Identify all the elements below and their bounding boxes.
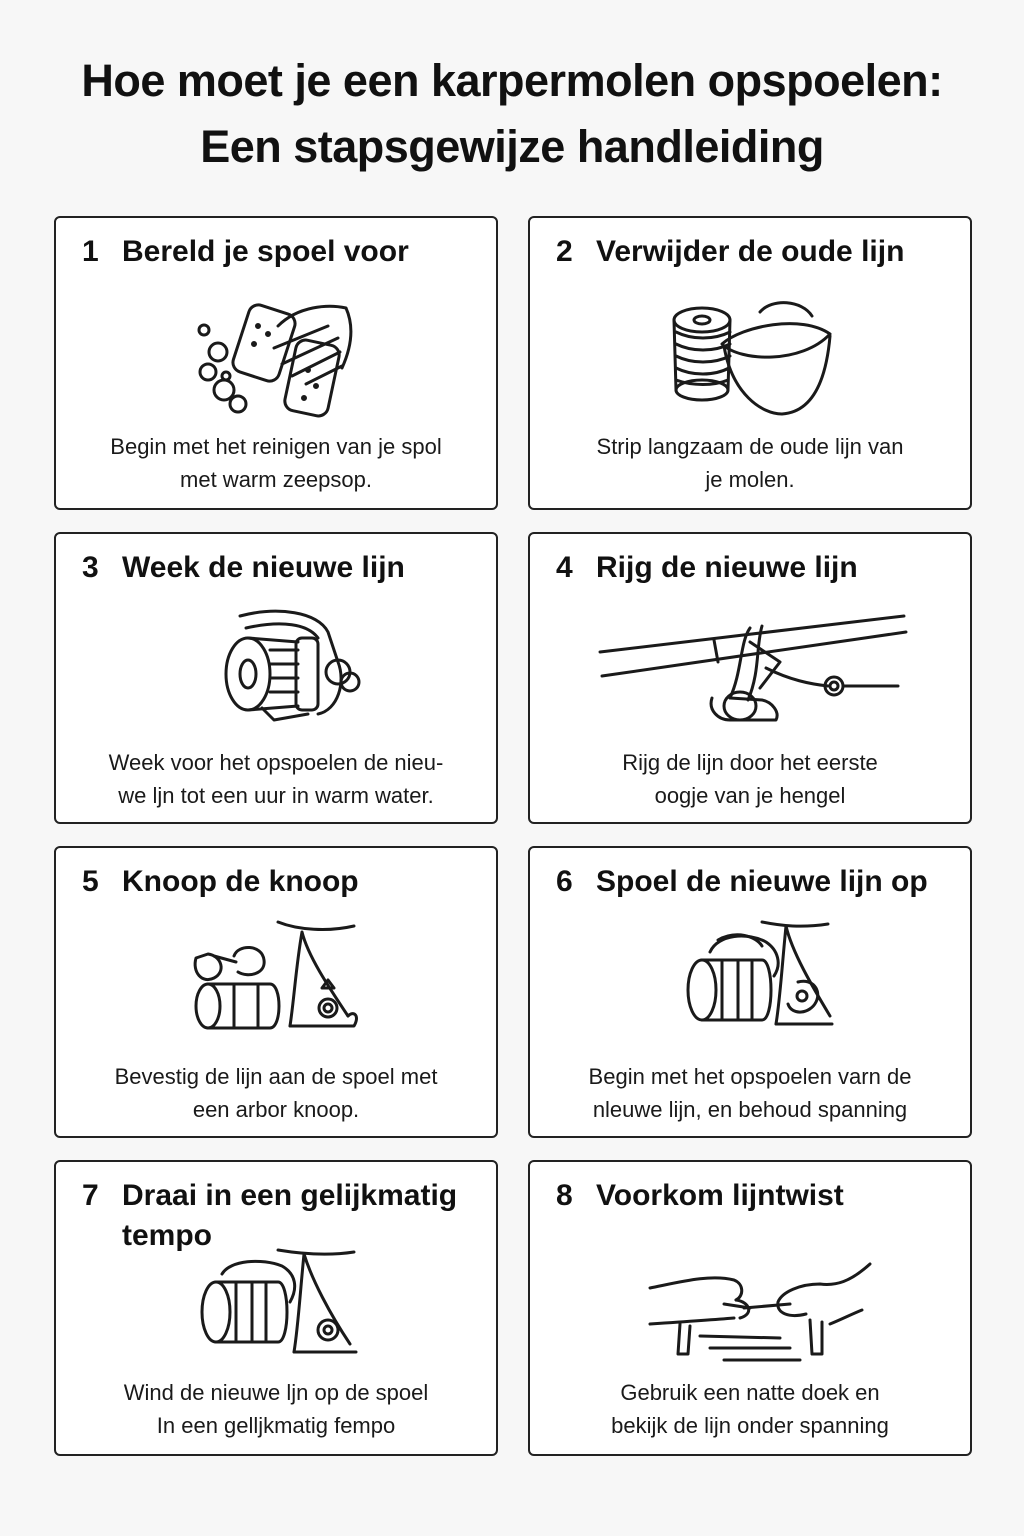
step-card-1 (54, 216, 498, 510)
step-description-line-2: een arbor knoop. (192, 1097, 360, 1122)
step-card-5 (54, 846, 498, 1138)
step-header (556, 232, 956, 272)
rod-guide-icon (590, 602, 914, 738)
step-description (76, 1060, 476, 1126)
step-card-8 (528, 1160, 972, 1456)
step-description-line-2: we ljn tot een uur in warm water. (118, 783, 434, 808)
step-number: 5 (82, 865, 99, 898)
step-title: Spoel de nieuwe lijn op (596, 865, 928, 898)
step-description-line-2: bekijk de lijn onder spanning (611, 1413, 889, 1438)
step-description-line-1: Week voor het opspoelen de nieu- (108, 750, 444, 775)
hands-cloth-icon (640, 1244, 880, 1380)
step-number: 6 (556, 865, 573, 898)
step-description (550, 1060, 950, 1126)
step-title: Verwijder de oude lijn (596, 235, 905, 268)
step-title: Knoop de knoop (122, 865, 359, 898)
step-header (82, 862, 482, 902)
step-number: 4 (556, 551, 573, 584)
step-number: 2 (556, 235, 573, 268)
step-description-line-1: Begin met het opspoelen varn de (588, 1064, 912, 1089)
spool-bowl-icon (652, 286, 852, 422)
hand-sponge-icon (178, 286, 378, 422)
page-title (0, 48, 1024, 180)
step-description-line-1: Bevestig de lijn aan de spoel met (114, 1064, 438, 1089)
page-title-line-1: Hoe moet je een karpermolen opspoelen: (81, 55, 943, 106)
steps-grid (54, 216, 972, 1456)
step-description-line-1: Begin met het reinigen van je spol (110, 434, 442, 459)
step-description-line-1: Wind de nieuwe ljn op de spoel (123, 1380, 429, 1405)
step-card-3 (54, 532, 498, 824)
step-header (82, 548, 482, 588)
step-title: Week de nieuwe lijn (122, 551, 405, 584)
step-card-2 (528, 216, 972, 510)
step-header (556, 1176, 956, 1216)
step-description-line-1: Strip langzaam de oude lijn van (596, 434, 904, 459)
step-card-6 (528, 846, 972, 1138)
step-header (556, 862, 956, 902)
step-card-7 (54, 1160, 498, 1456)
step-number: 1 (82, 235, 99, 268)
reel-spool-icon (652, 916, 852, 1052)
step-header (82, 232, 482, 272)
step-title-line-1: Draai in een gelijkmatig (122, 1179, 458, 1212)
reel-winding-icon (178, 1244, 378, 1380)
step-title-line-2: tempo (122, 1219, 212, 1252)
step-description-line-1: Gebruik een natte doek en (620, 1380, 880, 1405)
step-title: Bereld je spoel voor (122, 235, 409, 268)
step-description (550, 1376, 950, 1442)
step-title: Rijg de nieuwe lijn (596, 551, 858, 584)
step-description-line-1: Rijg de lijn door het eerste (622, 750, 878, 775)
step-card-4 (528, 532, 972, 824)
step-description (550, 430, 950, 496)
step-description (76, 1376, 476, 1442)
step-number: 8 (556, 1179, 573, 1212)
reel-knot-icon (178, 916, 378, 1052)
step-description (550, 746, 950, 812)
step-description-line-2: nleuwe lijn, en behoud spanning (592, 1097, 908, 1122)
step-description-line-2: je molen. (705, 467, 795, 492)
step-description-line-2: In een gelljkmatig fempo (156, 1413, 396, 1438)
reel-icon (178, 602, 378, 738)
step-description (76, 430, 476, 496)
page-title-line-2: Een stapsgewijze handleiding (200, 121, 824, 172)
step-number: 3 (82, 551, 99, 584)
step-description-line-2: oogje van je hengel (654, 783, 846, 808)
step-description-line-2: met warm zeepsop. (180, 467, 372, 492)
step-number: 7 (82, 1179, 99, 1212)
step-description (76, 746, 476, 812)
step-title: Voorkom lijntwist (596, 1179, 844, 1212)
step-header (556, 548, 956, 588)
